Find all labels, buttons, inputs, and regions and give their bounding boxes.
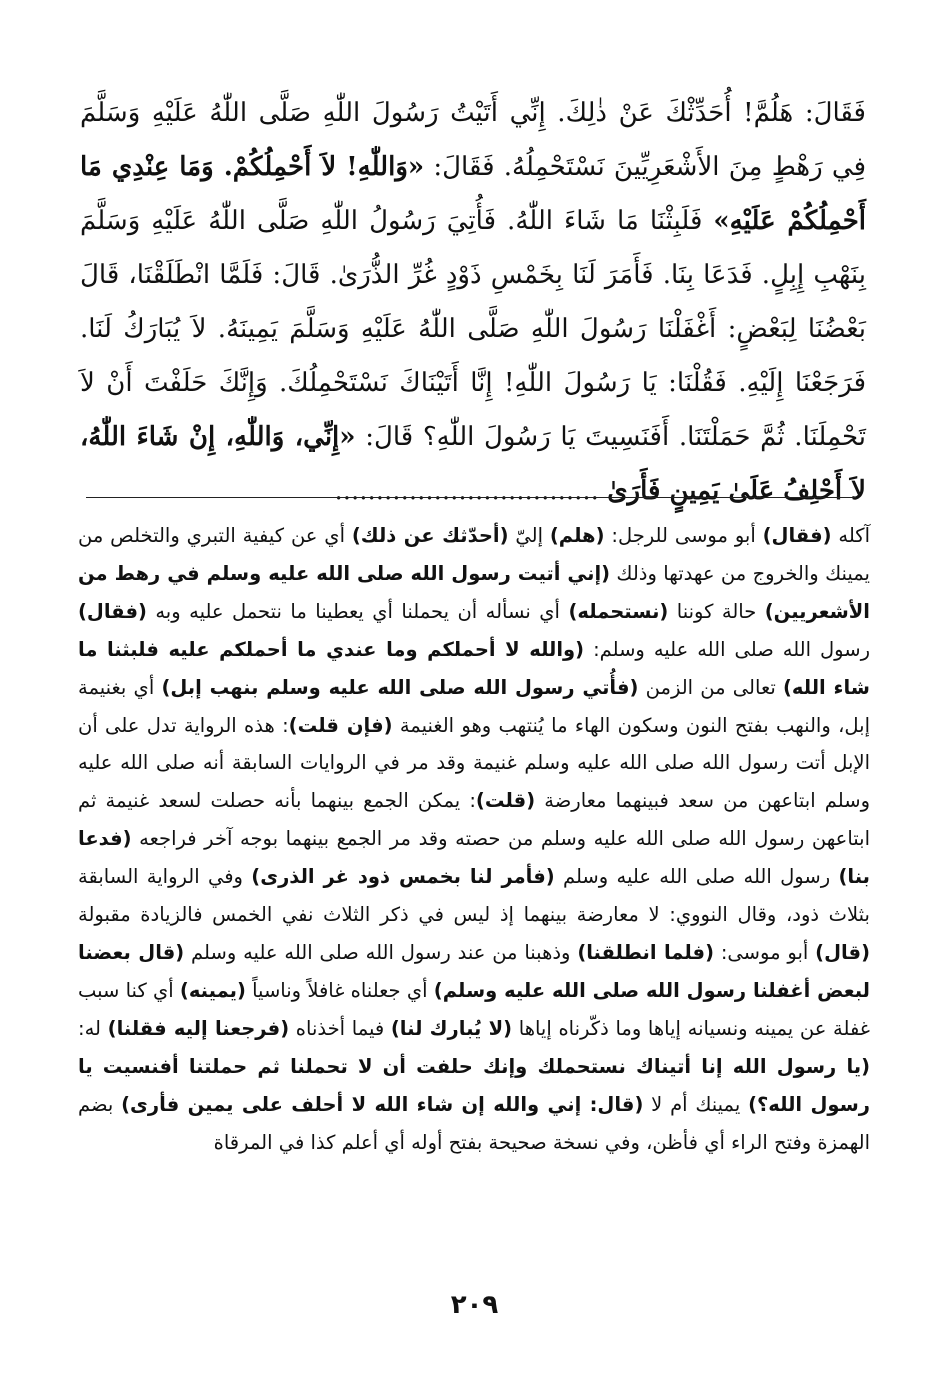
commentary-run: إليّ (508, 524, 550, 547)
prophet-quote: «إِنِّي، وَاللّٰهِ، إِنْ شَاءَ اللّٰهُ، لاَ أَحْلِفُ عَلَىٰ يَمِينٍ فَأَرَىٰ (80, 422, 866, 506)
quoted-phrase: (فلما انطلقنا) (577, 940, 714, 964)
quoted-phrase: (والله لا أحملكم وما عندي ما أحملكم عليه فلبثنا ما شاء الله) (78, 637, 870, 699)
commentary-run: أي جعلناه غافلاً وناسياً (245, 978, 434, 1002)
quoted-phrase: (يمينه) (179, 978, 246, 1002)
commentary-run: أي كنا سبب غفلة عن يمينه ونسيانه إياها وما ذكّرناه إياها (78, 978, 870, 1040)
commentary-run: بضم الهمزة وفتح الراء أي فأظن، وفي نسخة صحيحة بفتح أوله أي أعلم كذا في المرقاة (78, 1092, 870, 1154)
quoted-phrase: (فإن قلت) (288, 713, 393, 737)
prophet-quote: «وَاللّٰهِ! لاَ أَحْمِلُكُمْ. وَمَا عِنْدِي مَا أَحْمِلُكُمْ عَلَيْهِ» (80, 152, 866, 236)
commentary-run: رسول الله صلى الله عليه وسلم (554, 865, 839, 889)
commentary-run: يمينك أم لا (643, 1092, 749, 1116)
commentary-run: آكله (831, 524, 870, 547)
quoted-phrase: (لا يُبارك لنا) (390, 1016, 513, 1040)
commentary-run: أبو موسى: (713, 940, 816, 964)
quoted-phrase: (قال) (815, 940, 870, 964)
commentary-run: وفي الرواية السابقة بثلاث ذود، وقال النووي: لا معارضة بينهما إذ ليس في ذكر الثلاث نفي الخمس فالزيادة مقبولة (78, 865, 870, 927)
commentary-run: رسول الله صلى الله عليه وسلم: (584, 637, 870, 661)
commentary-run: أي عن كيفية التبري والتخلص من يمينك والخروج من عهدتها وذلك (78, 524, 870, 585)
quoted-phrase: (فدعا بنا) (78, 827, 870, 889)
commentary-run: : يمكن الجمع بينهما بأنه حصلت لسعد غنيمة ثم ابتاعهن رسول الله صلى الله عليه وسلم من حصته وقد مر الجمع بينهما بوجه آخر فراجعه (78, 789, 870, 851)
quoted-phrase: (فرجعنا إليه فقلنا) (107, 1016, 290, 1040)
quoted-phrase: (هلم) (549, 524, 605, 547)
quoted-phrase: (قال: إني والله إن شاء الله لا أحلف على يمين فأرى) (121, 1092, 644, 1116)
commentary-run: له: (78, 1016, 108, 1040)
quoted-phrase: (أحدّثك عن ذلك) (351, 524, 509, 547)
commentary-run: أبو موسى للرجل: (604, 524, 763, 547)
hadith-paragraph (80, 86, 866, 518)
quoted-phrase: (إني أتيت رسول الله صلى الله عليه وسلم في رهط من الأشعريين) (78, 561, 870, 623)
quoted-phrase: (فقال) (762, 524, 832, 547)
commentary-run: أي نسأله أن يحملنا أي يعطينا ما نتحمل عليه وبه (146, 599, 569, 623)
continuation-dots: ................................ (334, 476, 608, 506)
commentary-run: : هذه الرواية تدل على أن الإبل أتت رسول الله صلى الله عليه وسلم غنيمة وقد مر في الروايات السابقة أنه صلى الله عليه وسلم ابتاعهن من سعد فبينهما معارضة (78, 713, 870, 813)
quoted-phrase: (فأمر لنا بخمس ذود غر الذرى) (251, 865, 555, 889)
quoted-phrase: (قال بعضنا لبعض أغفلنا رسول الله صلى الله عليه وسلم) (78, 940, 871, 1002)
quoted-phrase: (قلت) (475, 789, 536, 813)
quoted-phrase: (فقال) (78, 599, 147, 623)
page-number: ٢٠٩ (450, 1290, 499, 1320)
commentary-run: وذهبنا من عند رسول الله صلى الله عليه وسلم (184, 940, 578, 964)
quoted-phrase: (نستحمله) (568, 599, 669, 623)
commentary-text (78, 517, 870, 1161)
footnote-divider (86, 497, 856, 498)
commentary-run: حالة كوننا (668, 599, 765, 623)
narration-text: فَلَبِثْنَا مَا شَاءَ اللّٰهُ. فَأُتِيَ رَسُولُ اللّٰهِ صَلَّى اللّٰهُ عَلَيْهِ وَسَلَّمَ بِنَهْبِ إِبِلٍ. فَدَعَا بِنَا. فَأَمَرَ لَنَا بِخَمْسِ ذَوْدٍ غُرِّ الذُّرَىٰ. قَالَ: فَلَمَّا انْطَلَقْنَا، قَالَ بَعْضُنَا لِبَعْضٍ: أَغْفَلْنَا رَسُولَ اللّٰهِ صَلَّى اللّٰهُ عَلَيْهِ وَسَلَّمَ يَمِينَهُ. لاَ يُبَارَكُ لَنَا. فَرَجَعْنَا إِلَيْهِ. فَقُلْنَا: يَا رَسُولَ اللّٰهِ! إِنَّا أَتَيْنَاكَ نَسْتَحْمِلُكَ. وَإِنَّكَ حَلَفْتَ أَنْ لاَ تَحْمِلَنَا. ثُمَّ حَمَلْتَنَا. أَفَنَسِيتَ يَا رَسُولَ اللّٰهِ؟ قَالَ: (80, 206, 866, 452)
quoted-phrase: (فأُتي رسول الله صلى الله عليه وسلم بنهب إبل) (161, 675, 639, 699)
narration-text: فَقَالَ: هَلُمَّ! أُحَدِّثْكَ عَنْ ذٰلِكَ. إِنِّي أَتَيْتُ رَسُولَ اللّٰهِ صَلَّى اللّٰهُ عَلَيْهِ وَسَلَّمَ فِي رَهْطٍ مِنَ الأَشْعَرِيِّينَ نَسْتَحْمِلُهُ. فَقَالَ: (80, 98, 866, 182)
commentary-run: تعالى من الزمن (638, 675, 783, 699)
commentary-paragraph (78, 517, 870, 1161)
commentary-run: فيما أخذناه (289, 1016, 391, 1040)
commentary-run: أي بغنيمة إبل، والنهب بفتح النون وسكون الهاء ما يُنتهب وهو الغنيمة (78, 675, 870, 737)
hadith-text (80, 86, 866, 518)
quoted-phrase: (يا رسول الله إنا أتيناك نستحملك وإنك حلفت أن لا تحملنا ثم حملتنا أفنسيت يا رسول الله؟) (78, 1054, 871, 1116)
